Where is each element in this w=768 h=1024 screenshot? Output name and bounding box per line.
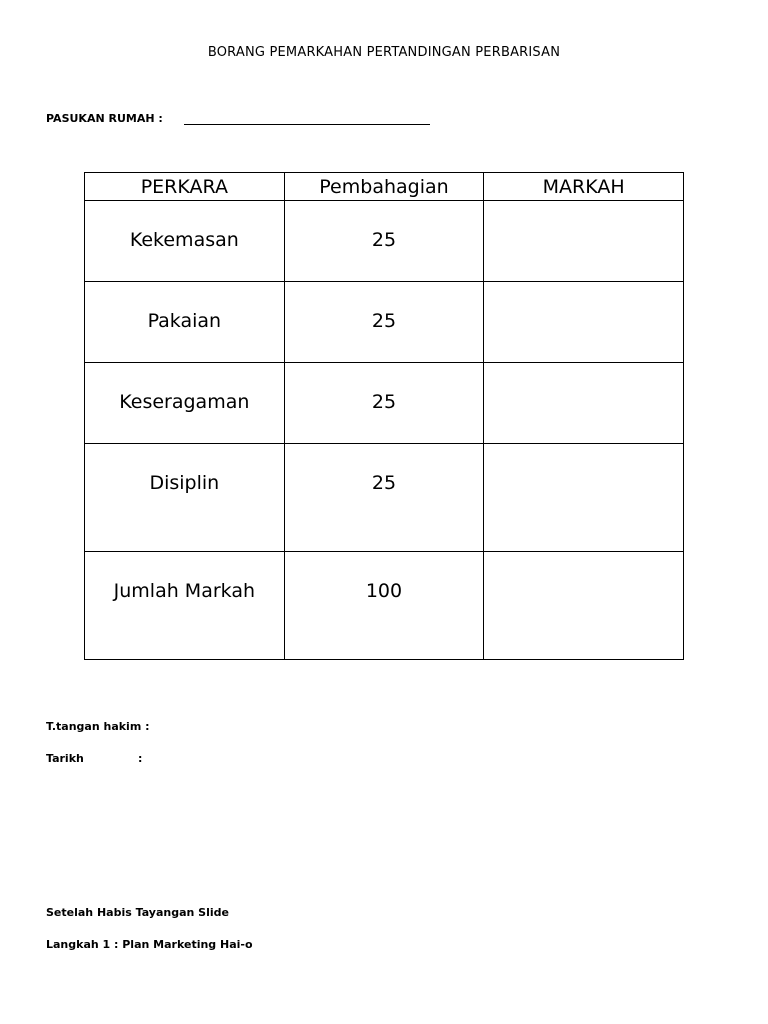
date-colon: : [138,752,143,765]
item-cell [85,201,285,282]
allocation-value: 25 [371,472,397,494]
note-line: Setelah Habis Tayangan Slide [46,906,229,919]
marks-value [484,444,683,472]
item-label: Pakaian [147,310,222,332]
allocation-cell [284,444,484,552]
item-cell [85,363,285,444]
header-marks: MARKAH [484,173,684,201]
item-cell [85,444,285,552]
allocation-cell [284,201,484,282]
item-label: Kekemasan [129,229,239,251]
header-allocation: Pembahagian [284,173,484,201]
marks-value [484,201,683,229]
item-label: Disiplin [149,472,220,494]
signature-row [46,720,150,733]
allocation-value: 25 [371,391,397,413]
item-cell [85,552,285,660]
note-line: Langkah 1 : Plan Marketing Hai-o [46,938,253,951]
item-cell [85,282,285,363]
marks-value [484,552,683,580]
table-row [85,282,684,363]
date-label: Tarikh [46,752,84,765]
allocation-value: 25 [371,229,397,251]
date-row [46,752,142,765]
house-label: PASUKAN RUMAH : [46,112,163,125]
table-row-total [85,552,684,660]
marks-cell[interactable] [484,552,684,660]
score-table [84,172,684,660]
house-field[interactable] [184,112,430,125]
signature-label: T.tangan hakim : [46,720,150,733]
table-header-row [85,173,684,201]
marks-cell[interactable] [484,201,684,282]
house-row [46,112,430,125]
allocation-cell [284,282,484,363]
allocation-cell [284,552,484,660]
marks-value [484,363,683,391]
item-label: Keseragaman [119,391,250,413]
form-title: BORANG PEMARKAHAN PERTANDINGAN PERBARISAN [207,45,561,60]
marks-cell[interactable] [484,444,684,552]
item-label: Jumlah Markah [113,580,255,602]
marks-cell[interactable] [484,282,684,363]
table-row [85,201,684,282]
header-item: PERKARA [85,173,285,201]
marks-value [484,282,683,310]
marks-cell[interactable] [484,363,684,444]
table-row [85,444,684,552]
allocation-value: 25 [371,310,397,332]
allocation-value: 100 [365,580,403,602]
allocation-cell [284,363,484,444]
table-row [85,363,684,444]
